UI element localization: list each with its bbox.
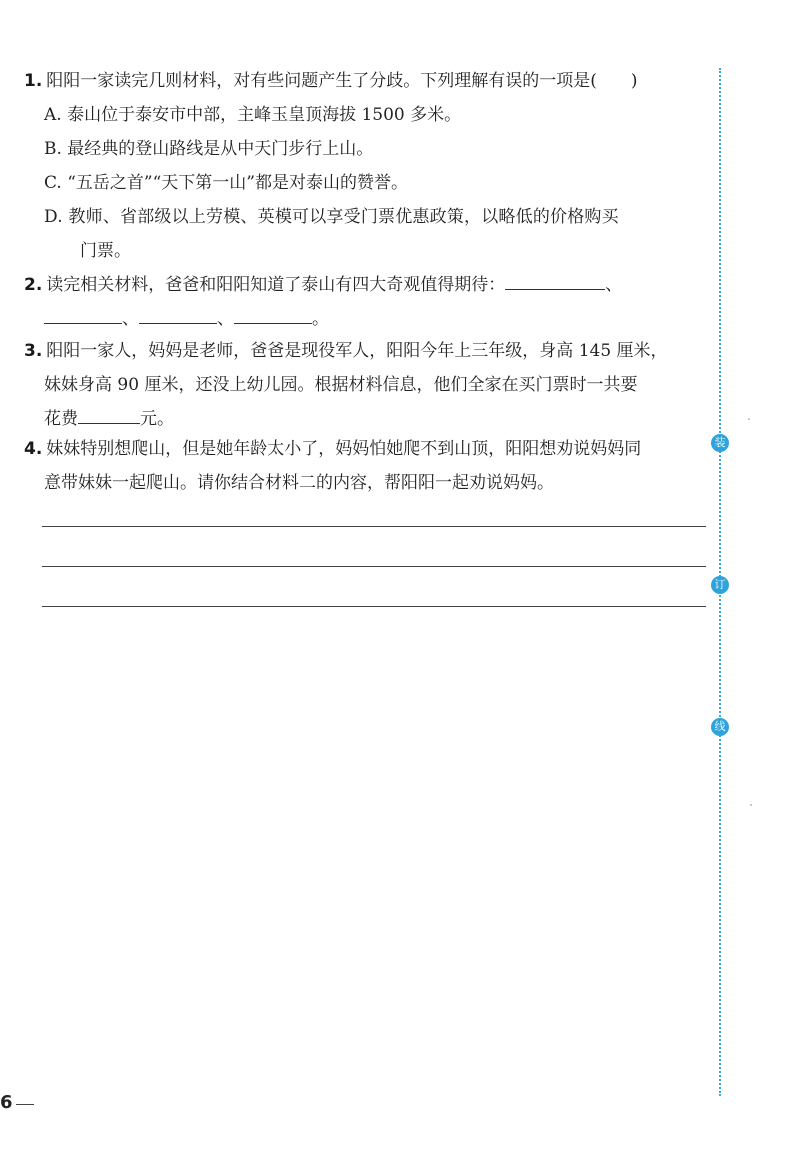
question-text: 阳阳一家读完几则材料，对有些问题产生了分歧。下列理解有误的一项是( ): [46, 71, 638, 91]
page-number-dash: [16, 1104, 34, 1105]
question-2: [24, 268, 714, 336]
answer-line-2[interactable]: [42, 566, 706, 567]
question-number: 4.: [24, 439, 43, 459]
end-mark: 。: [312, 309, 329, 329]
scan-speck: [748, 418, 750, 420]
scan-speck: [750, 804, 752, 806]
option-c: C. “五岳之首”“天下第一山”都是对泰山的赞誉。: [44, 173, 408, 193]
option-d-continued: 门票。: [80, 241, 131, 261]
separator: 、: [122, 309, 139, 329]
answer-blank-2[interactable]: [44, 305, 122, 324]
separator: 、: [217, 309, 234, 329]
question-text-line-1: 阳阳一家人，妈妈是老师，爸爸是现役军人，阳阳今年上三年级，身高 145 厘米，: [46, 341, 668, 361]
question-4: [24, 432, 714, 500]
answer-line-1[interactable]: [42, 526, 706, 527]
option-d: D. 教师、省部级以上劳模、英模可以享受门票优惠政策，以略低的价格购买: [44, 207, 619, 227]
question-text: 读完相关材料，爸爸和阳阳知道了泰山有四大奇观值得期待：: [46, 275, 506, 295]
separator: 、: [605, 275, 623, 295]
page-number: 6: [0, 1092, 13, 1113]
question-text-suffix: 元。: [140, 409, 174, 429]
question-number: 2.: [24, 275, 43, 295]
answer-blank-cost[interactable]: [78, 405, 140, 424]
question-3: [24, 334, 714, 436]
question-text-line-2: 意带妹妹一起爬山。请你结合材料二的内容，帮阳阳一起劝说妈妈。: [44, 473, 554, 493]
binding-circle-icon: 线: [711, 718, 729, 736]
question-1: [24, 64, 714, 268]
option-b: B. 最经典的登山路线是从中天门步行上山。: [44, 139, 374, 159]
answer-blank-4[interactable]: [234, 305, 312, 324]
answer-blank-1[interactable]: [505, 271, 605, 290]
answer-line-3[interactable]: [42, 606, 706, 607]
option-a: A. 泰山位于泰安市中部，主峰玉皇顶海拔 1500 多米。: [44, 105, 462, 125]
question-number: 1.: [24, 71, 43, 91]
answer-blank-3[interactable]: [139, 305, 217, 324]
question-text-line-1: 妹妹特别想爬山，但是她年龄太小了，妈妈怕她爬不到山顶，阳阳想劝说妈妈同: [46, 439, 642, 459]
binding-circle-icon: 装: [711, 434, 729, 452]
question-number: 3.: [24, 341, 43, 361]
question-text-line-2: 妹妹身高 90 厘米，还没上幼儿园。根据材料信息，他们全家在买门票时一共要: [44, 375, 638, 395]
question-text-prefix: 花费: [44, 409, 78, 429]
binding-circle-icon: 订: [711, 576, 729, 594]
